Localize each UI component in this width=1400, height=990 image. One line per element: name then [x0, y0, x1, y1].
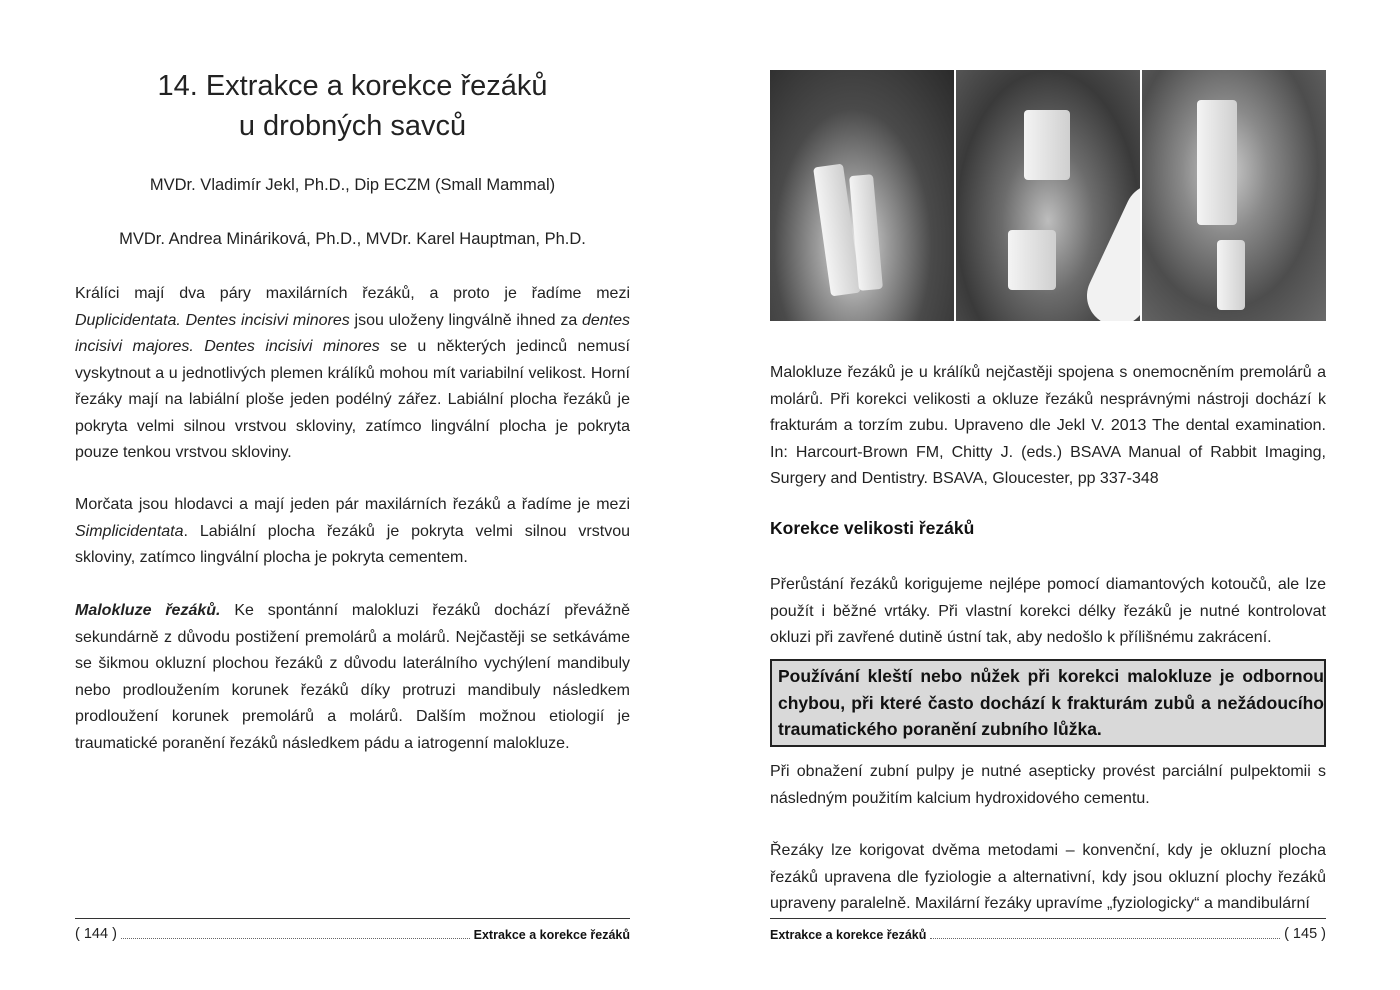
right-page: [700, 0, 1400, 990]
running-chapter-title: Extrakce a korekce řezáků: [473, 928, 630, 942]
author-coauthors: MVDr. Andrea Mináriková, Ph.D., MVDr. Karel Hauptman, Ph.D.: [119, 230, 586, 248]
author-primary: MVDr. Vladimír Jekl, Ph.D., Dip ECZM (Small Mammal): [149, 176, 556, 194]
running-chapter-title: Extrakce a korekce řezáků: [770, 928, 927, 942]
footer-left: [75, 926, 630, 942]
footer-rule: [75, 918, 630, 919]
text-run: Morčata jsou hlodavci a mají jeden pár maxilárních řezáků a řadíme je mezi: [75, 496, 630, 513]
figure-caption: Malokluze řezáků je u králíků nejčastěji spojena s onemocněním premolárů a molárů. Při korekci velikosti a okluze řezáků nesprávnými nástroji dochází k frakturám a torzím zubu. Upraveno dle Jekl V. 2013 The dental examination. In: Harcourt-Brown FM, Chitty J. (eds.) BSAVA Manual of Rabbit Imaging, Surgery and Dentistry. BSAVA, Gloucester, pp 337-348: [770, 364, 1326, 487]
photo-incisor-torsion: [1142, 70, 1326, 321]
italic-run: dentes incisivi majores. Dentes incisivi minores: [75, 311, 630, 355]
paragraph-guinea-pigs: [75, 492, 630, 572]
italic-run: Simplicidentata: [75, 522, 184, 540]
photo-rabbit-malocclusion: [770, 70, 954, 321]
footer-rule: [770, 918, 1326, 919]
text-run: se u některých jedinců nemusí vyskytnout a u jednotlivých plemen králíků mohou mít variabilní velikost. Horní řezáky mají na labiální ploše jeden podélný zářez. Labiální plocha řezáků je pokryta velmi silnou vrstvou skloviny, zatímco lingvální plocha je pokryta pouze tenkou vrstvou skloviny.: [75, 338, 631, 461]
photo-incisor-fracture: [956, 70, 1140, 321]
footer-leader: [121, 938, 470, 939]
bold-italic-run: Malokluze řezáků.: [75, 602, 221, 619]
page-number: ( 144 ): [75, 926, 117, 942]
text-run: . Labiální plocha řezáků je pokryta velmi silnou vrstvou skloviny, zatímco lingvální plocha je pokryta cementem.: [75, 522, 630, 566]
footer-leader: [930, 938, 1280, 939]
text-run: Králíci mají dva páry maxilárních řezáků, a proto je řadíme mezi: [75, 285, 630, 302]
paragraph-correction: Přerůstání řezáků korigujeme nejlépe pomocí diamantových kotoučů, ale lze použít i běžné vrtáky. Při vlastní korekci délky řezáků je nutné kontrolovat okluzi při zavřené dutině ústní tak, aby nedošlo k přílišnému zakrácení.: [770, 576, 1326, 646]
paragraph-malocclusion: [75, 598, 630, 757]
paragraph-methods: Řezáky lze korigovat dvěma metodami – konvenční, kdy je okluzní plocha řezáků upravena dle fyziologie a alternativní, kdy jsou okluzní plochy řezáků upraveny paralelně. Maxilární řezáky upravíme „fyziologicky“ a mandibulární: [770, 842, 1326, 912]
chapter-title-line2: u drobných savců: [238, 110, 467, 142]
paragraph-pulpectomy: Při obnažení zubní pulpy je nutné asepticky provést parciální pulpektomii s následným použitím kalcium hydroxidového cementu.: [770, 763, 1326, 807]
text-run: jsou uloženy lingválně ihned za: [349, 311, 582, 329]
text-run: Ke spontánní malokluzi řezáků dochází převážně sekundárně z důvodu postižení premolárů a molárů. Nejčastěji se setkáváme se šikmou okluzní plochou řezáků z důvodu laterálního vychýlení mandibuly nebo prodloužením korunek řezáků díky protruzi mandibuly následkem prodloužení korunek premolárů a molárů. Dalším možnou etiologií je traumatické poranění řezáků následkem pádu a iatrogenní malokluze.: [75, 602, 631, 752]
incisor-photo-strip: [770, 70, 1326, 321]
page-number: ( 145 ): [1284, 926, 1326, 942]
paragraph-rabbits: [75, 281, 630, 467]
warning-box: Používání kleští nebo nůžek při korekci malokluze je odbornou chybou, při které často dochází k frakturám zubů a nežádoucího traumatického poranění zubního lůžka.: [770, 659, 1326, 747]
chapter-title: [75, 66, 630, 146]
chapter-title-line1: 14. Extrakce a korekce řezáků: [157, 70, 548, 102]
footer-right: [770, 926, 1326, 942]
italic-run: Duplicidentata. Dentes incisivi minores: [75, 311, 350, 329]
section-heading: Korekce velikosti řezáků: [770, 518, 975, 538]
